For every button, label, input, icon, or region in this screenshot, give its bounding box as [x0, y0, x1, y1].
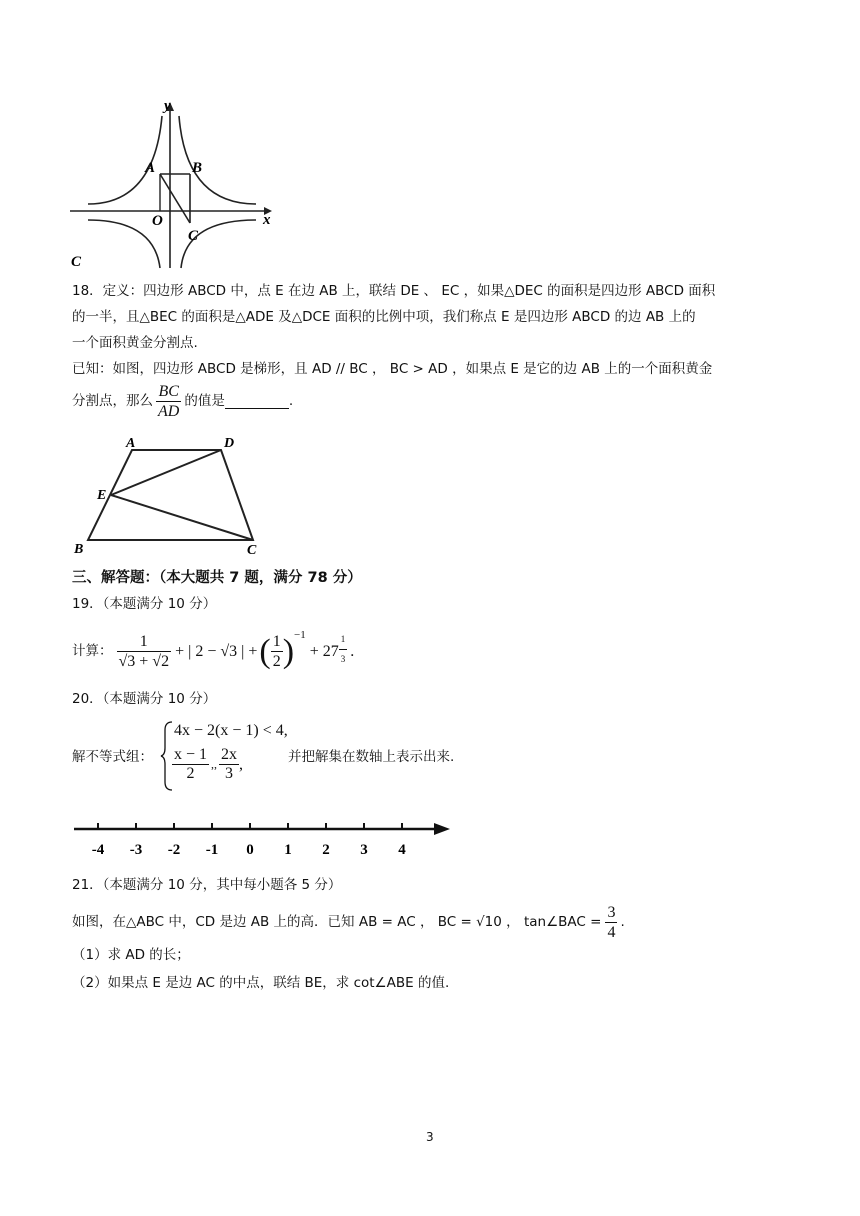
hyperbola-figure	[66, 98, 281, 270]
tick-label: 1	[284, 842, 292, 858]
trap-label-B: B	[74, 542, 84, 557]
q19-end: .	[350, 642, 355, 660]
label-x: x	[263, 212, 271, 228]
answer-blank	[225, 394, 289, 409]
label-B: B	[192, 160, 203, 176]
trap-label-C: C	[247, 543, 257, 558]
q19-27: + 27	[309, 642, 339, 660]
q20-frac-a	[172, 746, 209, 783]
q20-ineq2	[172, 746, 243, 783]
trap-label-D: D	[224, 436, 235, 451]
q20-ineq1	[174, 722, 288, 740]
q18-line-1: 18．定义：四边形 ABCD 中，点 E 在边 AB 上，联结 DE 、 EC ，如果△DEC 的面积是四边形 ABCD 面积	[72, 283, 716, 299]
q21-stem-end: .	[620, 913, 625, 930]
q19-header: 19．（本题满分 10 分）	[72, 596, 217, 612]
q20-a-den: 2	[186, 765, 195, 782]
q20-tail: 并把解集在数轴上表示出来.	[288, 749, 455, 765]
q20-comma: ,	[239, 755, 244, 773]
q19-frac-num: 1	[117, 632, 172, 652]
q21-part-1: （1）求 AD 的长；	[72, 947, 190, 963]
q20-b-num: 2x	[221, 746, 238, 763]
q20-header: 20．（本题满分 10 分）	[72, 691, 217, 707]
q20-label: 解不等式组：	[72, 749, 153, 765]
page-number: 3	[426, 1130, 434, 1144]
q21-tan-frac	[605, 903, 617, 942]
q21-part-2: （2）如果点 E 是边 AC 的中点，联结 BE，求 cot∠ABE 的值.	[72, 975, 450, 991]
q20-b-den: 3	[225, 765, 234, 782]
q20-ineq1-text: 4x − 2(x − 1) < 4,	[174, 722, 288, 739]
q18-line-3: 一个面积黄金分割点.	[72, 335, 198, 351]
tick-label: -4	[91, 842, 105, 858]
q19-exp-num: 1	[339, 630, 348, 650]
q18-text-a: 分割点，那么	[72, 393, 153, 409]
q18-text-b: 的值是	[184, 393, 225, 409]
section-3-title: 三、解答题：（本大题共 7 题，满分 78 分）	[72, 570, 362, 586]
label-O: O	[152, 213, 163, 229]
frac-numerator: BC	[156, 382, 181, 402]
q19-fraction	[117, 632, 172, 671]
q21-stem-text: 如图，在△ABC 中，CD 是边 AB 上的高．已知 AB = AC ， BC = √10 ， tan∠BAC =	[72, 913, 602, 930]
q20-relation: ,,	[211, 757, 218, 771]
tick-label: 4	[398, 842, 406, 858]
number-line	[70, 812, 455, 862]
q19-frac-den: √3 + √2	[118, 652, 170, 670]
label-A: A	[145, 160, 156, 176]
tick-label: -3	[129, 842, 143, 858]
label-C-partial: C	[71, 254, 82, 270]
q19-expression	[72, 628, 354, 674]
tick-label: -2	[167, 842, 181, 858]
tick-label: -1	[205, 842, 219, 858]
label-C: C	[188, 228, 199, 244]
frac-denominator: AD	[158, 403, 180, 420]
q18-line-5	[72, 382, 293, 421]
q19-lparen: (	[259, 632, 271, 670]
tick-label: 0	[246, 842, 254, 858]
q19-exp-neg1: −1	[294, 629, 306, 641]
fraction-bc-ad	[156, 382, 181, 421]
q20-a-num: x − 1	[174, 746, 208, 763]
q18-line-2: 的一半，且△BEC 的面积是△ADE 及△DCE 面积的比例中项，我们称点 E 是四边形 ABCD 的边 AB 上的	[72, 309, 696, 325]
q21-stem	[72, 902, 625, 942]
tick-label: 3	[360, 842, 368, 858]
q19-half	[271, 632, 283, 671]
q21-tan-num: 3	[607, 903, 616, 921]
q19-half-num: 1	[272, 632, 281, 650]
q19-exp-den: 3	[340, 654, 346, 664]
q18-line-4: 已知：如图，四边形 ABCD 是梯形，且 AD // BC ， BC > AD ，如果点 E 是它的边 AB 上的一个面积黄金	[72, 361, 713, 377]
q19-half-den: 2	[272, 652, 281, 670]
q19-abs-part: + | 2 − √3 | +	[175, 642, 258, 660]
tick-label: 2	[322, 842, 330, 858]
q19-exp-third	[339, 630, 348, 669]
trapezoid-figure	[66, 432, 271, 560]
trap-label-E: E	[97, 488, 107, 503]
label-y: y	[164, 98, 171, 114]
q19-label: 计算：	[72, 642, 113, 659]
q19-rparen: )	[282, 632, 295, 670]
q20-frac-b	[219, 746, 239, 783]
q21-header: 21．（本题满分 10 分，其中每小题各 5 分）	[72, 877, 342, 893]
q18-text-c: .	[288, 393, 294, 409]
q21-tan-den: 4	[607, 923, 616, 941]
trap-label-A: A	[126, 436, 136, 451]
